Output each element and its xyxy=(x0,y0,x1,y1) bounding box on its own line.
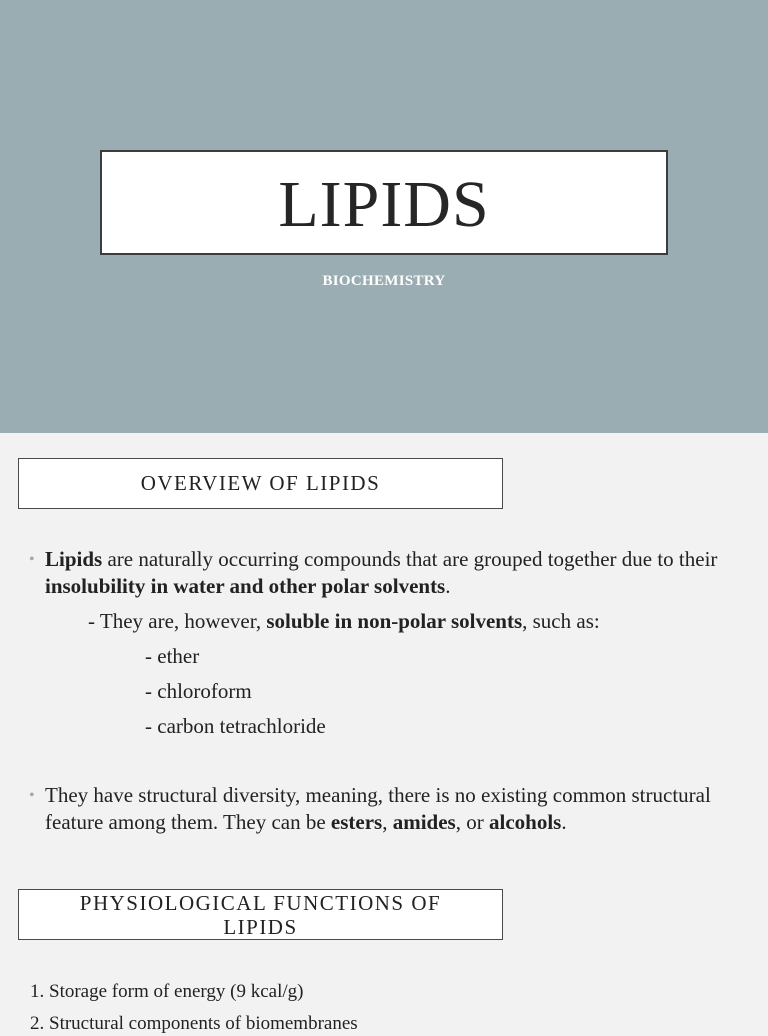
separator: , or xyxy=(455,810,489,834)
overview-heading xyxy=(18,458,503,509)
lipids-definition-bullet xyxy=(29,546,745,600)
sub-text-b: , such as: xyxy=(522,609,600,633)
title-slide xyxy=(0,0,768,433)
bullet-dot-icon: • xyxy=(29,551,35,568)
slide-subtitle: BIOCHEMISTRY xyxy=(322,273,446,289)
esters-text: esters xyxy=(330,810,383,834)
functions-heading-line2: LIPIDS xyxy=(223,915,298,939)
soluble-text: soluble in non-polar solvents xyxy=(266,609,523,633)
structural-diversity-bullet xyxy=(29,782,745,836)
bullet-dot-icon: • xyxy=(29,787,35,804)
functions-heading-text xyxy=(80,891,441,939)
functions-heading-line1: PHYSIOLOGICAL FUNCTIONS OF xyxy=(79,891,442,915)
bullet1-text-a: are naturally occurring compounds that are grouped together due to their xyxy=(102,547,718,571)
solvent-item: - carbon tetrachloride xyxy=(145,714,326,738)
title-box xyxy=(100,150,668,255)
function-item: 1. Storage form of energy (9 kcal/g) xyxy=(30,981,304,1002)
solvent-item: - ether xyxy=(145,644,200,668)
amides-text: amides xyxy=(392,810,456,834)
bullet2-text-b: . xyxy=(561,810,567,834)
lipids-term: Lipids xyxy=(45,547,103,571)
bullet1-text-b: . xyxy=(445,574,451,598)
slide-title: LIPIDS xyxy=(278,167,490,241)
functions-heading xyxy=(18,889,503,940)
bullet2-text-a: They have structural diversity, meaning, there is no existing common structural feature among them. They can be xyxy=(45,783,711,834)
separator: , xyxy=(382,810,393,834)
sub-text-a: - They are, however, xyxy=(88,609,267,633)
solvent-item: - chloroform xyxy=(145,679,252,703)
alcohols-text: alcohols xyxy=(488,810,562,834)
function-item: 2. Structural components of biomembranes xyxy=(30,1013,358,1034)
solubility-line xyxy=(88,608,600,635)
insolubility-text: insolubility in water and other polar solvents xyxy=(45,574,446,598)
overview-heading-text: OVERVIEW OF LIPIDS xyxy=(140,471,381,495)
